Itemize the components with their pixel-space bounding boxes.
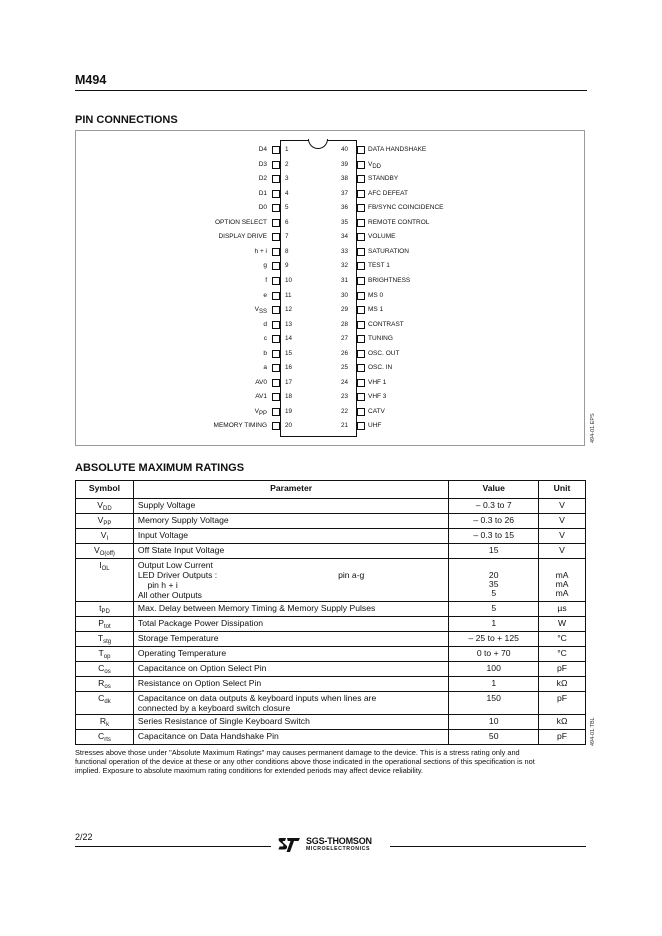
symbol-cell: $V_{O(off)}$ [76, 544, 134, 559]
pin-label-right: CONTRAST [368, 320, 404, 328]
table-row [76, 662, 586, 677]
ratings-table [75, 480, 586, 745]
value-cell: – 25 to + 125 [449, 632, 539, 647]
header-unit: Unit [539, 481, 586, 499]
pin-pad-left [272, 175, 280, 183]
pin-pad-left [272, 335, 280, 343]
pin-number-left: 8 [285, 247, 289, 255]
value-cell: 1 [449, 677, 539, 692]
pin-label-left: D2 [258, 175, 267, 183]
unit-cell: W [539, 617, 586, 632]
pin-number-right: 30 [341, 291, 349, 299]
parameter-cell [133, 692, 448, 715]
ratings-title: ABSOLUTE MAXIMUM RATINGS [75, 462, 245, 474]
pin-label-left: D1 [258, 189, 267, 197]
pin-label-right: DATA HANDSHAKE [368, 146, 427, 153]
pin-label-right: AFC DEFEAT [368, 189, 408, 197]
pin-label-left: c [263, 335, 267, 343]
parameter-cell: Resistance on Option Select Pin [133, 677, 448, 692]
unit-cell: mA mA mA [539, 559, 586, 602]
pin-number-right: 31 [341, 276, 349, 284]
table-row [76, 499, 586, 514]
symbol-cell: $P_{tot}$ [76, 617, 134, 632]
pin-pad-right [357, 219, 365, 227]
pin-number-right: 22 [341, 407, 349, 415]
header-rule [75, 90, 587, 91]
pin-number-left: 2 [285, 160, 289, 168]
table-row [76, 677, 586, 692]
footer-rule-right [390, 846, 586, 847]
pin-label-left: d [263, 320, 267, 328]
parameter-cell: Capacitance on Data Handshake Pin [133, 730, 448, 745]
symbol-cell: $R_{os}$ [76, 677, 134, 692]
header-parameter: Parameter [133, 481, 448, 499]
pin-label-right: MS 1 [368, 306, 384, 314]
pin-pad-right [357, 161, 365, 169]
pin-label-right: $V_{DD}$ [368, 160, 382, 170]
pin-pad-right [357, 146, 365, 154]
unit-cell: °C [539, 647, 586, 662]
pin-number-left: 9 [285, 262, 289, 270]
parameter-cell: Off State Input Voltage [133, 544, 448, 559]
pin-number-right: 34 [341, 233, 349, 241]
unit-cell: pF [539, 692, 586, 715]
pin-label-right: TEST 1 [368, 262, 390, 270]
pin-pad-left [272, 306, 280, 314]
pin-label-left: h + i [254, 247, 267, 255]
pin-number-right: 24 [341, 378, 349, 386]
note-line: functional operation of the device at these or any other conditions above those indicated in the operational sections of this specification is not [75, 757, 535, 766]
symbol-cell: $C_{dk}$ [76, 692, 134, 715]
parameter-line: LED Driver Outputs : pin a-g [137, 570, 365, 580]
symbol-cell: $V_{DD}$ [76, 499, 134, 514]
pin-label-left: D3 [258, 160, 267, 168]
stress-note [75, 748, 586, 775]
unit-cell: V [539, 514, 586, 529]
footer-rule-left [75, 846, 271, 847]
pin-pad-right [357, 248, 365, 256]
pin-label-right: VOLUME [368, 233, 396, 241]
parameter-line: All other Outputs [137, 590, 202, 600]
unit-cell: kΩ [539, 715, 586, 730]
value-cell: 0 to + 70 [449, 647, 539, 662]
pin-label-left: b [263, 349, 267, 357]
table-row [76, 544, 586, 559]
table-row [76, 617, 586, 632]
pin-pad-right [357, 364, 365, 372]
pin-number-right: 28 [341, 320, 349, 328]
parameter-line: connected by a keyboard switch closure [137, 703, 291, 713]
parameter-cell: Series Resistance of Single Keyboard Switch [133, 715, 448, 730]
pin-pad-left [272, 146, 280, 154]
pin-pad-right [357, 175, 365, 183]
pin-pad-right [357, 321, 365, 329]
figure-reference: 494-01.EPS [590, 413, 596, 443]
parameter-cell: Storage Temperature [133, 632, 448, 647]
table-row [76, 529, 586, 544]
parameter-cell: Input Voltage [133, 529, 448, 544]
table-row [76, 514, 586, 529]
pin-pad-left [272, 161, 280, 169]
header-value: Value [449, 481, 539, 499]
pin-pad-right [357, 233, 365, 241]
pin-label-left: D0 [258, 204, 267, 212]
pin-label-right: SATURATION [368, 247, 409, 255]
parameter-cell: Operating Temperature [133, 647, 448, 662]
pin-number-left: 3 [285, 175, 289, 183]
pin-pad-right [357, 277, 365, 285]
pin-pad-left [272, 204, 280, 212]
pin-number-right: 26 [341, 349, 349, 357]
pin-number-left: 17 [285, 378, 293, 386]
table-row [76, 715, 586, 730]
value-cell: 50 [449, 730, 539, 745]
pin-number-left: 20 [285, 422, 293, 430]
pin-label-right: VHF 3 [368, 393, 387, 401]
header-symbol: Symbol [76, 481, 134, 499]
pin-number-right: 39 [341, 160, 349, 168]
page-number: 2/22 [75, 832, 93, 842]
pin-label-left: $V_{SS}$ [254, 306, 267, 316]
pin-label-right: FB/SYNC COINCIDENCE [368, 204, 444, 212]
pin-number-right: 32 [341, 262, 349, 270]
value-cell: 150 [449, 692, 539, 715]
table-row [76, 647, 586, 662]
pin-pad-left [272, 292, 280, 300]
st-logo-icon [278, 837, 302, 853]
pin-pad-left [272, 379, 280, 387]
pin-label-left: OPTION SELECT [214, 218, 267, 226]
pin-pad-right [357, 393, 365, 401]
pin-number-left: 5 [285, 204, 289, 212]
pin-label-left: g [263, 262, 267, 270]
pin-number-right: 37 [341, 189, 349, 197]
pin-pad-left [272, 190, 280, 198]
pin-number-left: 6 [285, 218, 289, 226]
value-cell: 5 [449, 602, 539, 617]
pin-pad-left [272, 248, 280, 256]
parameter-cell: Memory Supply Voltage [133, 514, 448, 529]
symbol-cell: $R_k$ [76, 715, 134, 730]
value-cell: 20 35 5 [449, 559, 539, 602]
pin-label-left: $V_{PP}$ [254, 407, 267, 417]
table-reference: 494-01.TBL [590, 717, 596, 746]
pin-pad-left [272, 408, 280, 416]
pin-number-right: 25 [341, 364, 349, 372]
pin-pad-left [272, 262, 280, 270]
value-cell: – 0.3 to 7 [449, 499, 539, 514]
pin-label-right: TUNING [368, 335, 393, 343]
value-cell: 15 [449, 544, 539, 559]
pin-pad-left [272, 350, 280, 358]
value-cell: 1 [449, 617, 539, 632]
symbol-cell: $t_{PD}$ [76, 602, 134, 617]
pin-pad-right [357, 292, 365, 300]
logo-subtitle: MICROELECTRONICS [306, 846, 371, 852]
pin-label-right: OSC. IN [368, 364, 393, 372]
symbol-cell: $C_{rts}$ [76, 730, 134, 745]
pin-number-right: 27 [341, 335, 349, 343]
pin-number-left: 12 [285, 306, 293, 314]
pin-pad-right [357, 262, 365, 270]
pin-number-left: 13 [285, 320, 293, 328]
unit-cell: kΩ [539, 677, 586, 692]
pin-label-left: f [265, 276, 267, 284]
unit-cell: °C [539, 632, 586, 647]
pin-label-left: AV0 [255, 378, 267, 386]
pin-pad-left [272, 393, 280, 401]
pin-number-left: 1 [285, 146, 289, 153]
pin-label-right: OSC. OUT [368, 349, 400, 357]
pin-label-left: a [263, 364, 267, 372]
pin-number-right: 21 [341, 422, 349, 430]
pin-number-left: 11 [285, 291, 292, 299]
value-cell: – 0.3 to 26 [449, 514, 539, 529]
pin-label-left: AV1 [255, 393, 267, 401]
pin-pad-left [272, 233, 280, 241]
pin-number-left: 18 [285, 393, 293, 401]
pin-number-left: 16 [285, 364, 293, 372]
pin-pad-left [272, 219, 280, 227]
value-cell: – 0.3 to 15 [449, 529, 539, 544]
pin-pad-right [357, 190, 365, 198]
pin-number-left: 15 [285, 349, 293, 357]
parameter-cell: Supply Voltage [133, 499, 448, 514]
pin-label-right: MS 0 [368, 291, 384, 299]
pin-number-left: 10 [285, 276, 293, 284]
table-header-row [76, 481, 586, 499]
note-line: implied. Exposure to absolute maximum rating conditions for extended periods may affect device reliability. [75, 766, 424, 775]
symbol-cell: $T_{op}$ [76, 647, 134, 662]
parameter-cell: Capacitance on Option Select Pin [133, 662, 448, 677]
pin-label-right: BRIGHTNESS [368, 276, 411, 284]
pin-pad-right [357, 379, 365, 387]
pin-pad-right [357, 204, 365, 212]
table-row [76, 692, 586, 715]
pin-pad-right [357, 422, 365, 430]
pin-label-right: UHF [368, 422, 382, 430]
parameter-cell [133, 559, 448, 602]
pin-pad-right [357, 350, 365, 358]
pin-pad-left [272, 277, 280, 285]
unit-cell: pF [539, 662, 586, 677]
pin-number-right: 35 [341, 218, 349, 226]
symbol-cell: $I_{OL}$ [76, 559, 134, 602]
note-line: Stresses above those under "Absolute Maximum Ratings" may causes permanent damage to the device. This is a stress rating only and [75, 748, 520, 757]
pin-pad-right [357, 408, 365, 416]
parameter-line: pin h + i [137, 580, 178, 590]
pin-label-right: VHF 1 [368, 378, 387, 386]
value-cell: 10 [449, 715, 539, 730]
parameter-line: Capacitance on data outputs & keyboard inputs when lines are [137, 693, 377, 703]
unit-cell: V [539, 529, 586, 544]
unit-cell: V [539, 544, 586, 559]
parameter-line: Output Low Current [137, 560, 213, 570]
pin-number-right: 29 [341, 306, 349, 314]
table-row [76, 730, 586, 745]
symbol-cell: $C_{os}$ [76, 662, 134, 677]
pin-label-left: MEMORY TIMING [213, 422, 267, 430]
unit-cell: µs [539, 602, 586, 617]
table-row [76, 632, 586, 647]
pin-label-left: DISPLAY DRIVE [218, 233, 267, 241]
pin-connections-title: PIN CONNECTIONS [75, 114, 178, 126]
unit-cell: pF [539, 730, 586, 745]
pin-number-right: 36 [341, 204, 349, 212]
pin-label-left: e [263, 291, 267, 299]
value-cell: 100 [449, 662, 539, 677]
pin-label-right: REMOTE CONTROL [368, 218, 430, 226]
pin-number-left: 4 [285, 189, 289, 197]
symbol-cell: $V_I$ [76, 529, 134, 544]
pin-label-left: D4 [258, 146, 267, 153]
pin-number-right: 38 [341, 175, 349, 183]
pin-pad-left [272, 321, 280, 329]
parameter-cell: Max. Delay between Memory Timing & Memory Supply Pulses [133, 602, 448, 617]
pin-number-right: 40 [341, 146, 349, 153]
logo-wordmark: SGS-THOMSON [306, 836, 372, 846]
pin-number-left: 19 [285, 407, 293, 415]
parameter-cell: Total Package Power Dissipation [133, 617, 448, 632]
pin-pad-left [272, 364, 280, 372]
ratings-body [76, 499, 586, 745]
pin-pad-right [357, 306, 365, 314]
pin-pad-right [357, 335, 365, 343]
pin-pad-left [272, 422, 280, 430]
table-row [76, 559, 586, 602]
pin-number-right: 23 [341, 393, 349, 401]
document-code: M494 [75, 73, 107, 87]
symbol-cell: $T_{stg}$ [76, 632, 134, 647]
pin-number-left: 14 [285, 335, 293, 343]
pin-label-right: STANDBY [368, 175, 399, 183]
symbol-cell: $V_{PP}$ [76, 514, 134, 529]
unit-cell: V [539, 499, 586, 514]
pin-number-left: 7 [285, 233, 289, 241]
table-row [76, 602, 586, 617]
pin-label-right: CATV [368, 407, 385, 415]
pin-number-right: 33 [341, 247, 349, 255]
